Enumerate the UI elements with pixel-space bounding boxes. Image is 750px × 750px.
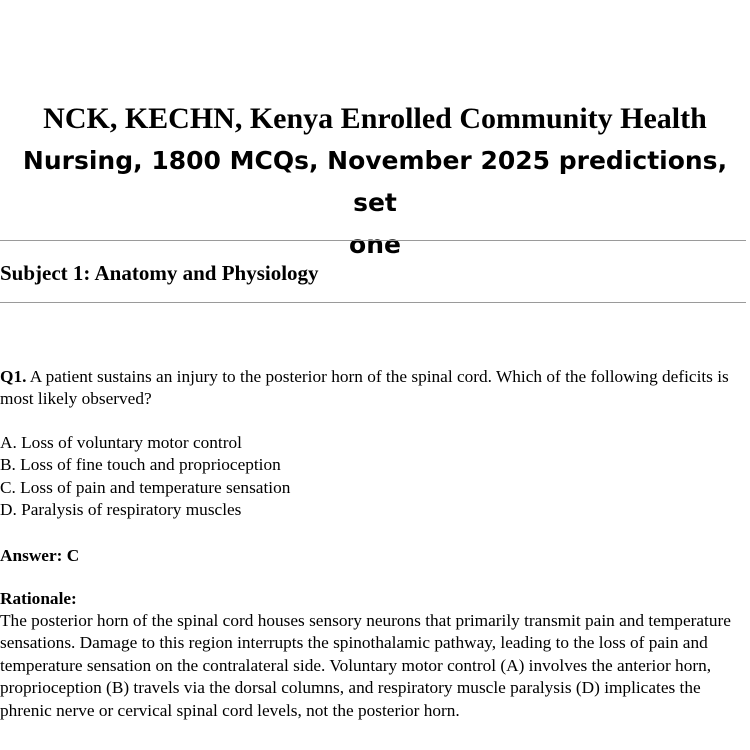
answer-label: Answer: C [0,546,80,565]
rationale-text: The posterior horn of the spinal cord houses sensory neurons that primarily transmit pain and temperature sensations. Damage to this region interrupts the spinothalamic pathway, leading to the loss of pain and temperature sensation on the contralateral side. Voluntary motor control (A) involves the anterior horn, proprioception (B) travels via the dorsal columns, and respiratory muscle paralysis (D) implicates the phrenic nerve or cervical spinal cord levels, not the posterior horn. [0,611,731,720]
option-a: A. Loss of voluntary motor control [0,433,242,452]
option-b: B. Loss of fine touch and proprioception [0,455,281,475]
title-line-1: NCK, KECHN, Kenya Enrolled Community Health [43,102,707,135]
answer-options [0,432,742,522]
title-line-3: one [349,230,401,259]
subject-heading: Subject 1: Anatomy and Physiology [0,261,319,285]
question-stem: A patient sustains an injury to the posterior horn of the spinal cord. Which of the following deficits is most likely observed? [0,367,729,409]
rationale-label: Rationale: [0,589,77,608]
title-line-2: Nursing, 1800 MCQs, November 2025 predictions, set [22,146,728,217]
top-divider [0,240,746,241]
option-c: C. Loss of pain and temperature sensation [0,477,291,497]
question-number: Q1. [0,367,27,386]
option-d: D. Paralysis of respiratory muscles [0,500,242,520]
bottom-divider [0,302,746,303]
question-text [0,366,742,411]
